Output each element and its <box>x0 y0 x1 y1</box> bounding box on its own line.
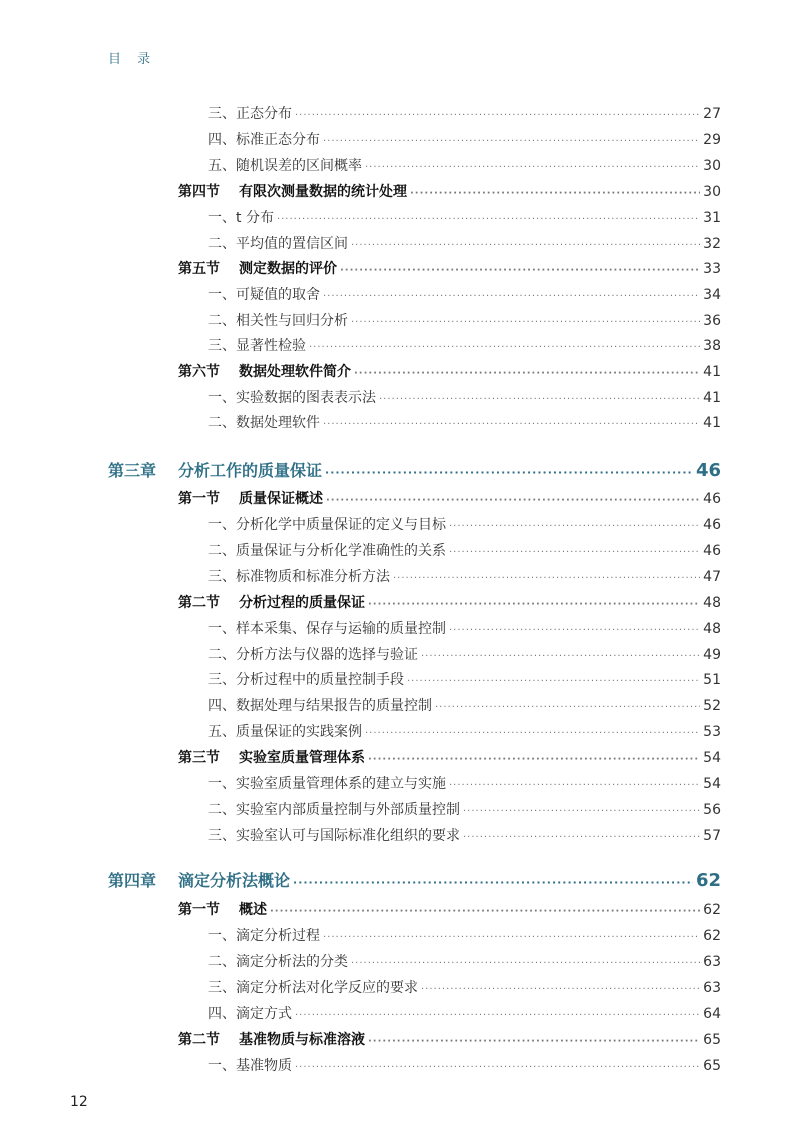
toc-section-entry[interactable] <box>178 1029 721 1051</box>
dot-leader <box>365 729 700 739</box>
dot-leader <box>407 677 700 687</box>
toc-page-number: 30 <box>703 184 721 200</box>
toc-entry-title: 三、滴定分析法对化学反应的要求 <box>208 980 418 996</box>
toc-page-number: 41 <box>703 364 721 380</box>
toc-entry-label <box>178 592 365 612</box>
toc-entry-label <box>208 540 446 560</box>
toc-item-entry[interactable] <box>208 825 721 847</box>
toc-entry-title: 二、分析方法与仪器的选择与验证 <box>208 647 418 663</box>
header-label: 目 录 <box>108 52 157 67</box>
dot-leader <box>325 467 693 478</box>
dot-leader <box>295 111 700 121</box>
toc-entry-label <box>208 103 292 123</box>
toc-item-entry[interactable] <box>208 387 721 409</box>
dot-leader <box>379 395 700 405</box>
toc-page-number: 49 <box>703 647 721 663</box>
dot-leader <box>270 907 700 917</box>
toc-item-entry[interactable] <box>208 566 721 588</box>
dot-leader <box>421 985 700 995</box>
toc-entry-label <box>178 258 337 278</box>
toc-page-number: 32 <box>703 236 721 252</box>
toc-entry-title: 数据处理软件简介 <box>239 364 351 380</box>
toc-page-number: 54 <box>703 750 721 766</box>
toc-entry-label <box>208 669 404 689</box>
dot-leader <box>309 343 700 353</box>
toc-entry-label <box>208 155 362 175</box>
toc-section-entry[interactable] <box>178 488 721 510</box>
toc-page-number: 27 <box>703 106 721 122</box>
toc-entry-title: 三、正态分布 <box>208 106 292 122</box>
dot-leader <box>463 807 700 817</box>
toc-page-number: 54 <box>703 776 721 792</box>
dot-leader <box>323 292 700 302</box>
toc-page-number: 62 <box>703 928 721 944</box>
toc-page-number: 63 <box>703 954 721 970</box>
dot-leader <box>295 1011 700 1021</box>
toc-entry-title: 一、可疑值的取舍 <box>208 287 320 303</box>
toc-entry-title: 测定数据的评价 <box>239 261 337 277</box>
toc-entry-label <box>108 458 322 481</box>
toc-entry-label <box>178 361 351 381</box>
dot-leader <box>351 959 700 969</box>
dot-leader <box>449 781 700 791</box>
toc-entry-label <box>208 618 446 638</box>
toc-item-entry[interactable] <box>208 514 721 536</box>
toc-entry-title: 基准物质与标准溶液 <box>239 1032 365 1048</box>
toc-entry-title: 二、平均值的置信区间 <box>208 236 348 252</box>
toc-page-number: 33 <box>703 261 721 277</box>
toc-item-entry[interactable] <box>208 103 721 125</box>
toc-item-entry[interactable] <box>208 925 721 947</box>
toc-entry-label <box>208 284 320 304</box>
toc-page-number: 46 <box>695 460 721 481</box>
toc-page-number: 48 <box>703 621 721 637</box>
toc-entry-title: 四、标准正态分布 <box>208 132 320 148</box>
toc-item-entry[interactable] <box>208 207 721 229</box>
toc-entry-label <box>208 925 320 945</box>
toc-item-entry[interactable] <box>208 951 721 973</box>
dot-leader <box>326 496 700 506</box>
toc-page-number: 46 <box>703 543 721 559</box>
dot-leader <box>368 755 700 765</box>
toc-page-number: 63 <box>703 980 721 996</box>
toc-page-number: 31 <box>703 210 721 226</box>
toc-entry-number: 第三章 <box>108 461 157 480</box>
toc-page-number: 48 <box>703 595 721 611</box>
toc-entry-label <box>208 977 418 997</box>
dot-leader <box>277 215 700 225</box>
toc-entry-title: 三、实验室认可与国际标准化组织的要求 <box>208 828 460 844</box>
toc-page-number: 34 <box>703 287 721 303</box>
toc-entry-label <box>208 773 446 793</box>
toc-page-number: 53 <box>703 724 721 740</box>
toc-entry-label <box>208 387 376 407</box>
dot-leader <box>463 833 700 843</box>
toc-entry-title: 一、实验数据的图表表示法 <box>208 390 376 406</box>
toc-entry-number: 第五节 <box>178 261 220 277</box>
toc-entry-title: 一、t 分布 <box>208 210 274 226</box>
toc-entry-label <box>208 799 460 819</box>
toc-item-entry[interactable] <box>208 129 721 151</box>
toc-item-entry[interactable] <box>208 155 721 177</box>
dot-leader <box>410 189 700 199</box>
toc-section-entry[interactable] <box>178 899 721 921</box>
toc-entry-label <box>208 129 320 149</box>
dot-leader <box>351 241 700 251</box>
toc-section-entry[interactable] <box>178 181 721 203</box>
dot-leader <box>435 703 700 713</box>
dot-leader <box>323 420 700 430</box>
toc-page-number: 64 <box>703 1006 721 1022</box>
dot-leader <box>449 626 700 636</box>
toc-entry-title: 概述 <box>239 902 267 918</box>
toc-entry-label <box>208 233 348 253</box>
toc-page-number: 29 <box>703 132 721 148</box>
toc-entry-label <box>208 644 418 664</box>
toc-page-number: 62 <box>703 902 721 918</box>
toc-entry-title: 实验室质量管理体系 <box>239 750 365 766</box>
toc-item-entry[interactable] <box>208 773 721 795</box>
toc-entry-title: 一、实验室质量管理体系的建立与实施 <box>208 776 446 792</box>
toc-section-entry[interactable] <box>178 592 721 614</box>
toc-item-entry[interactable] <box>208 284 721 306</box>
toc-page-number: 57 <box>703 828 721 844</box>
toc-page-number: 56 <box>703 802 721 818</box>
toc-entry-title: 一、分析化学中质量保证的定义与目标 <box>208 517 446 533</box>
toc-page-number: 51 <box>703 672 721 688</box>
toc-entry-title: 一、滴定分析过程 <box>208 928 320 944</box>
toc-entry-number: 第一节 <box>178 491 220 507</box>
toc-chapter-entry[interactable] <box>108 458 721 484</box>
toc-page-number: 65 <box>703 1058 721 1074</box>
toc-entry-label <box>208 825 460 845</box>
toc-entry-label <box>208 310 348 330</box>
toc-item-entry[interactable] <box>208 233 721 255</box>
toc-entry-label <box>208 951 348 971</box>
toc-entry-title: 分析工作的质量保证 <box>178 461 323 480</box>
toc-entry-number: 第一节 <box>178 902 220 918</box>
toc-page-number: 47 <box>703 569 721 585</box>
toc-item-entry[interactable] <box>208 335 721 357</box>
dot-leader <box>340 266 700 276</box>
toc-entry-label <box>208 335 306 355</box>
page-number: 12 <box>70 1094 88 1110</box>
toc-page-number: 41 <box>703 415 721 431</box>
toc-entry-label <box>178 747 365 767</box>
toc-item-entry[interactable] <box>208 1003 721 1025</box>
toc-entry-number: 第四章 <box>108 871 157 890</box>
toc-entry-label <box>208 695 432 715</box>
toc-entry-title: 五、随机误差的区间概率 <box>208 158 362 174</box>
dot-leader <box>293 877 693 888</box>
toc-item-entry[interactable] <box>208 412 721 434</box>
dot-leader <box>323 933 700 943</box>
toc-entry-label <box>178 181 407 201</box>
dot-leader <box>323 137 700 147</box>
toc-section-entry[interactable] <box>178 258 721 280</box>
toc-item-entry[interactable] <box>208 669 721 691</box>
toc-entry-title: 二、数据处理软件 <box>208 415 320 431</box>
dot-leader <box>449 522 700 532</box>
dot-leader <box>393 574 700 584</box>
toc-entry-title: 二、实验室内部质量控制与外部质量控制 <box>208 802 460 818</box>
dot-leader <box>421 652 700 662</box>
toc-entry-title: 二、质量保证与分析化学准确性的关系 <box>208 543 446 559</box>
toc-entry-label <box>108 868 290 891</box>
toc-item-entry[interactable] <box>208 695 721 717</box>
toc-entry-label <box>208 207 274 227</box>
toc-entry-label <box>208 721 362 741</box>
toc-entry-title: 四、数据处理与结果报告的质量控制 <box>208 698 432 714</box>
toc-entry-title: 一、样本采集、保存与运输的质量控制 <box>208 621 446 637</box>
toc-entry-title: 滴定分析法概论 <box>178 871 291 890</box>
toc-section-entry[interactable] <box>178 361 721 383</box>
dot-leader <box>354 369 700 379</box>
toc-entry-label <box>178 1029 365 1049</box>
toc-entry-label <box>208 1003 292 1023</box>
toc-entry-number: 第四节 <box>178 184 220 200</box>
dot-leader <box>295 1063 700 1073</box>
toc-item-entry[interactable] <box>208 1055 721 1077</box>
toc-item-entry[interactable] <box>208 540 721 562</box>
toc-entry-label <box>208 514 446 534</box>
toc-item-entry[interactable] <box>208 618 721 640</box>
toc-item-entry[interactable] <box>208 977 721 999</box>
toc-page-number: 36 <box>703 313 721 329</box>
toc-item-entry[interactable] <box>208 644 721 666</box>
toc-page-number: 65 <box>703 1032 721 1048</box>
toc-page-number: 41 <box>703 390 721 406</box>
toc-entry-title: 二、滴定分析法的分类 <box>208 954 348 970</box>
toc-entry-label <box>178 488 323 508</box>
toc-page-number: 46 <box>703 491 721 507</box>
dot-leader <box>365 163 700 173</box>
toc-entry-title: 五、质量保证的实践案例 <box>208 724 362 740</box>
toc-item-entry[interactable] <box>208 799 721 821</box>
toc-item-entry[interactable] <box>208 310 721 332</box>
toc-page-number: 30 <box>703 158 721 174</box>
toc-entry-title: 分析过程的质量保证 <box>239 595 365 611</box>
dot-leader <box>449 548 700 558</box>
toc-entry-number: 第二节 <box>178 595 220 611</box>
dot-leader <box>368 600 700 610</box>
toc-entry-title: 有限次测量数据的统计处理 <box>239 184 407 200</box>
dot-leader <box>368 1037 700 1047</box>
toc-entry-title: 三、分析过程中的质量控制手段 <box>208 672 404 688</box>
toc-page-number: 46 <box>703 517 721 533</box>
toc-section-entry[interactable] <box>178 747 721 769</box>
toc-entry-title: 二、相关性与回归分析 <box>208 313 348 329</box>
toc-entry-title: 质量保证概述 <box>239 491 323 507</box>
toc-chapter-entry[interactable] <box>108 868 721 894</box>
toc-entry-number: 第二节 <box>178 1032 220 1048</box>
toc-entry-title: 三、标准物质和标准分析方法 <box>208 569 390 585</box>
dot-leader <box>351 318 700 328</box>
toc-entry-label <box>208 412 320 432</box>
toc-entry-title: 四、滴定方式 <box>208 1006 292 1022</box>
toc-entry-label <box>208 566 390 586</box>
toc-entry-title: 三、显著性检验 <box>208 338 306 354</box>
toc-page-number: 38 <box>703 338 721 354</box>
toc-entry-label <box>208 1055 292 1075</box>
toc-entry-title: 一、基准物质 <box>208 1058 292 1074</box>
toc-page-number: 52 <box>703 698 721 714</box>
toc-entry-label <box>178 899 267 919</box>
toc-page-number: 62 <box>695 870 721 891</box>
toc-entry-number: 第三节 <box>178 750 220 766</box>
toc-item-entry[interactable] <box>208 721 721 743</box>
toc-entry-number: 第六节 <box>178 364 220 380</box>
